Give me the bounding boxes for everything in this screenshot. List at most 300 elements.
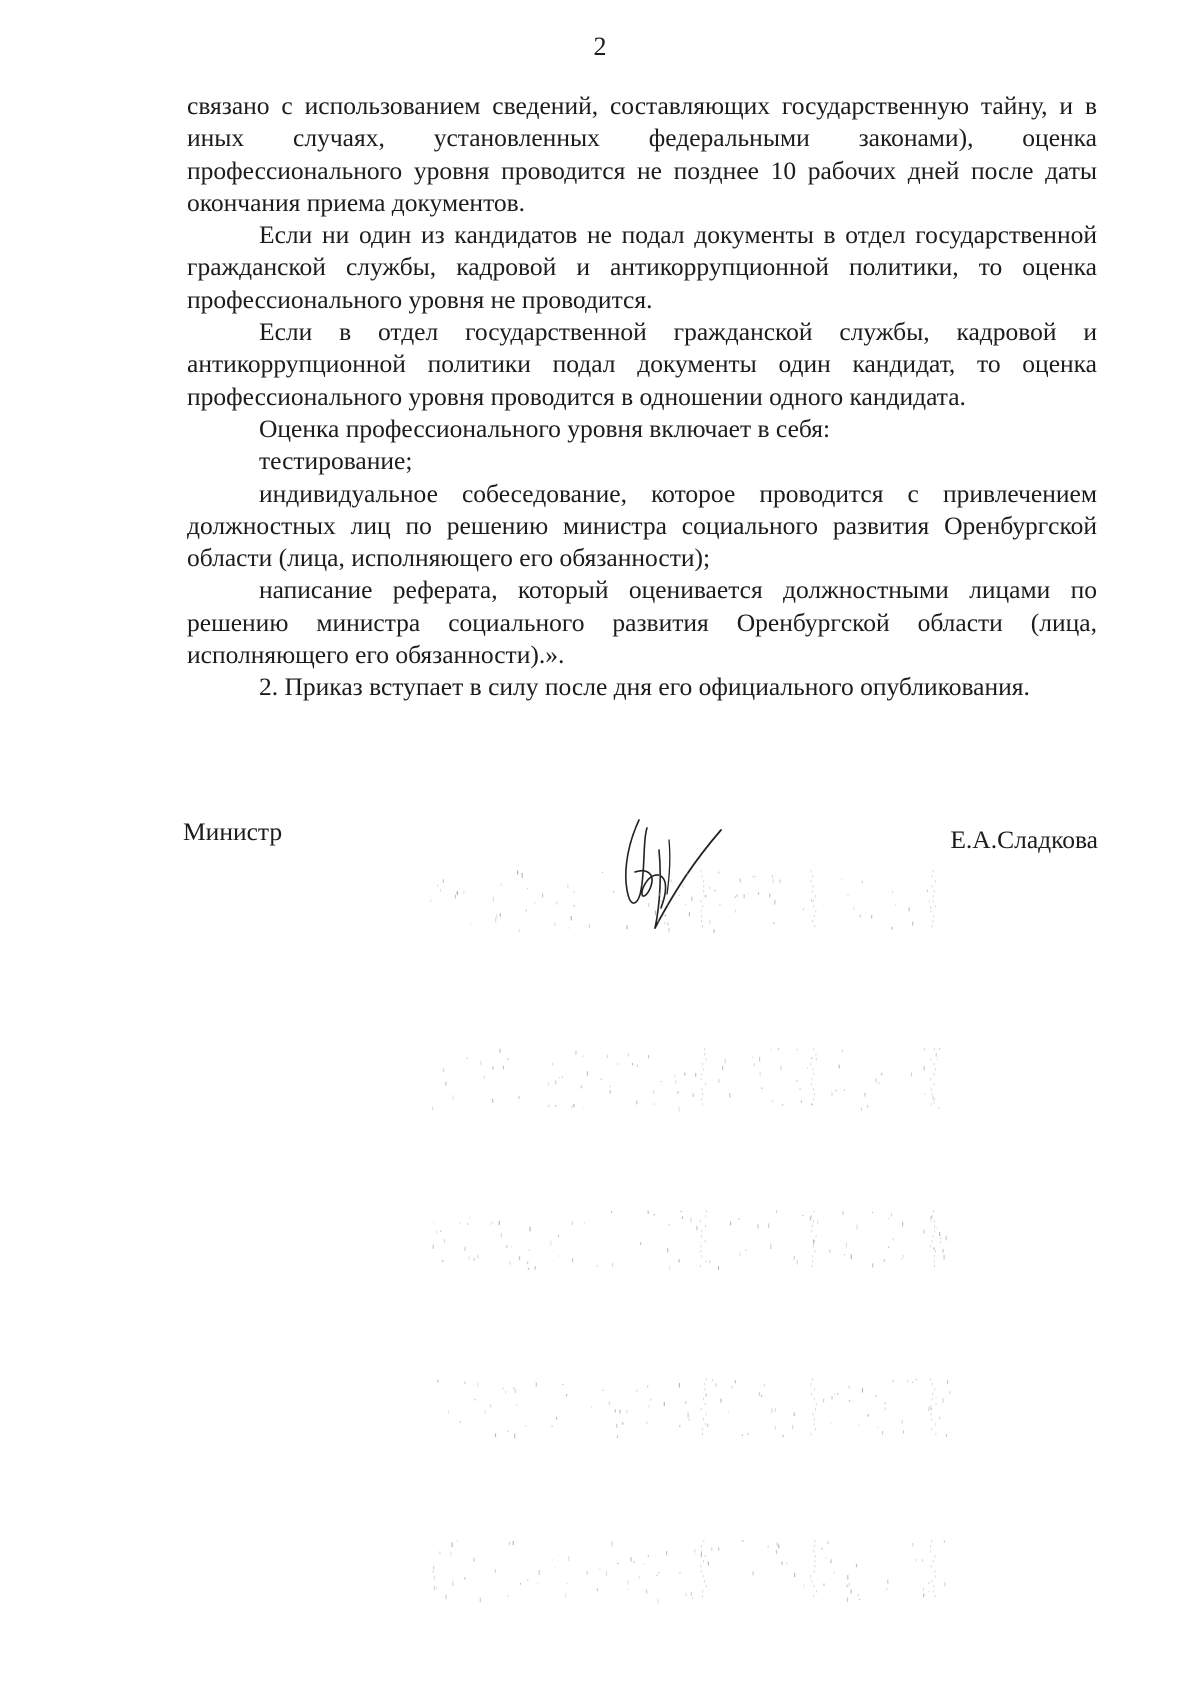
scan-speck	[796, 1049, 797, 1051]
scan-speck	[562, 1076, 563, 1077]
scan-speck	[792, 1425, 793, 1430]
scan-speck	[813, 1240, 814, 1245]
scan-speck	[682, 1216, 683, 1219]
scan-speck	[499, 1221, 500, 1225]
scan-speck	[933, 1102, 934, 1104]
scan-speck	[864, 1093, 865, 1097]
scan-speck	[650, 1399, 651, 1401]
scan-speck	[942, 1249, 943, 1253]
scan-speck	[931, 1216, 932, 1219]
scan-speck	[501, 1233, 502, 1237]
scan-streak	[933, 1235, 934, 1238]
scan-streak	[934, 1063, 935, 1066]
scan-speck	[612, 1263, 613, 1267]
scan-speck	[609, 1402, 610, 1405]
scan-speck	[572, 1258, 573, 1262]
scan-speck	[836, 1090, 837, 1092]
scan-speck	[445, 1082, 446, 1086]
scan-speck	[837, 1393, 838, 1395]
scan-speck	[537, 1583, 538, 1585]
paragraph-5: тестирование;	[259, 446, 413, 476]
scan-speck	[473, 1558, 474, 1562]
scan-speck	[615, 1409, 616, 1412]
scan-speck	[940, 1241, 941, 1244]
scan-streak	[701, 1255, 702, 1258]
scan-speck	[436, 1587, 437, 1589]
scan-speck	[851, 1590, 852, 1594]
scan-speck	[679, 1572, 680, 1574]
scan-streak	[705, 1083, 706, 1086]
scan-streak	[705, 1240, 706, 1243]
paragraph-4: Оценка профессионального уровня включает в себя:	[259, 413, 831, 443]
signer-position: Министр	[183, 817, 283, 846]
scan-speck	[831, 1092, 832, 1096]
scan-speck	[823, 1583, 824, 1586]
scan-speck	[778, 1545, 779, 1549]
scan-streak	[706, 1413, 707, 1416]
scan-speck	[620, 1410, 621, 1414]
scan-speck	[575, 1051, 576, 1055]
scan-speck	[742, 1540, 743, 1542]
scan-speck	[884, 1259, 885, 1262]
scan-speck	[817, 1220, 818, 1224]
scan-streak	[706, 1210, 707, 1213]
scan-speck	[858, 1425, 859, 1426]
scan-streak	[935, 1575, 936, 1578]
scan-speck	[729, 1093, 730, 1098]
scan-speck	[587, 1071, 588, 1076]
scan-speck	[443, 1069, 444, 1072]
scan-speck	[492, 1067, 493, 1070]
scan-speck	[453, 1095, 454, 1100]
scan-speck	[847, 1584, 848, 1587]
scan-streak	[811, 1103, 812, 1106]
scan-speck	[944, 1541, 945, 1543]
scan-speck	[915, 1559, 916, 1562]
scan-streak	[814, 1093, 815, 1096]
scan-speck	[690, 1218, 691, 1223]
scan-speck	[843, 1211, 844, 1215]
scan-streak	[814, 1585, 815, 1588]
scan-speck	[695, 1073, 696, 1077]
scan-speck	[514, 1434, 515, 1439]
scan-streak	[813, 1413, 814, 1416]
scan-speck	[550, 1241, 551, 1246]
scan-speck	[566, 1394, 567, 1396]
scan-speck	[495, 1569, 496, 1573]
scan-speck	[778, 1048, 779, 1050]
scan-speck	[759, 1392, 760, 1396]
scan-streak	[701, 1078, 702, 1081]
scan-speck	[616, 1424, 617, 1428]
scan-streak	[931, 1540, 932, 1543]
scan-speck	[681, 1211, 682, 1213]
scan-speck	[707, 1424, 708, 1428]
scan-streak	[702, 1433, 703, 1436]
scan-speck	[567, 1583, 568, 1584]
scan-speck	[617, 1563, 618, 1564]
scan-speck	[511, 1246, 512, 1247]
scan-streak	[934, 1098, 935, 1101]
scan-streak	[703, 1575, 704, 1578]
scan-speck	[797, 1260, 798, 1265]
paragraph-3: Если в отдел государственной гражданской службы, кадровой и антикоррупционной политики подал документы один кандидат, то оценка профессионального уровня проводится в одношении одного кандидата.	[187, 317, 1097, 411]
scan-speck	[448, 1410, 449, 1413]
scan-speck	[583, 1108, 584, 1109]
scan-speck	[793, 1259, 794, 1260]
scan-streak	[811, 1230, 812, 1233]
scan-speck	[432, 1107, 433, 1111]
scan-speck	[510, 1262, 511, 1265]
scan-speck	[803, 1585, 804, 1587]
scan-speck	[861, 1107, 862, 1111]
scan-speck	[888, 1247, 889, 1249]
scan-speck	[735, 1380, 736, 1383]
scan-speck	[626, 1410, 627, 1413]
scan-speck	[753, 1571, 754, 1575]
scan-speck	[520, 1583, 521, 1585]
scan-streak	[816, 1590, 817, 1593]
scan-speck	[830, 1559, 831, 1563]
scan-speck	[558, 1235, 559, 1237]
scan-speck	[775, 1426, 776, 1430]
scan-speck	[437, 1380, 438, 1383]
scan-speck	[503, 1066, 504, 1070]
scan-speck	[666, 1551, 667, 1555]
scan-speck	[617, 1063, 618, 1065]
scan-speck	[446, 1595, 447, 1600]
scan-speck	[646, 1422, 647, 1425]
scan-speck	[474, 1258, 475, 1260]
scan-speck	[667, 1248, 668, 1252]
scan-streak	[934, 1388, 935, 1391]
scan-speck	[565, 1593, 566, 1597]
paragraph-1: связано с использованием сведений, составляющих государственную тайну, и в иных случаях, установленных федеральными законами), оценка профессионального уровня проводится не позднее 10 рабочих дней после даты окончания приема документов.	[187, 91, 1097, 217]
scan-speck	[648, 1405, 649, 1408]
scan-speck	[679, 1259, 680, 1262]
scan-streak	[935, 1250, 936, 1253]
scan-speck	[902, 1222, 903, 1227]
scan-streak	[703, 1068, 704, 1071]
scan-speck	[937, 1059, 938, 1061]
page-number: 2	[593, 32, 607, 61]
scan-speck	[834, 1572, 835, 1574]
scan-speck	[433, 1245, 434, 1249]
scan-streak	[814, 1565, 815, 1568]
scan-streak	[931, 1565, 932, 1568]
scan-streak	[816, 1235, 817, 1238]
scan-streak	[705, 1225, 706, 1228]
scan-speck	[535, 1266, 536, 1269]
scan-speck	[848, 1583, 849, 1587]
scan-streak	[934, 1083, 935, 1086]
scan-speck	[684, 1073, 685, 1076]
scan-speck	[513, 1541, 514, 1545]
scan-speck	[877, 1426, 878, 1427]
scan-streak	[813, 1550, 814, 1553]
scan-speck	[480, 1598, 481, 1603]
scan-speck	[677, 1092, 678, 1094]
scan-streak	[934, 1225, 935, 1228]
scan-streak	[706, 1378, 707, 1381]
scan-speck	[715, 1383, 716, 1387]
scan-streak	[935, 1595, 936, 1598]
scan-speck	[794, 1256, 795, 1259]
scan-streak	[812, 1255, 813, 1258]
scan-speck	[640, 1242, 641, 1245]
scan-speck	[450, 1552, 451, 1556]
scan-speck	[875, 1078, 876, 1082]
scan-speck	[781, 1066, 782, 1070]
scan-streak	[816, 1058, 817, 1061]
scan-streak	[934, 1265, 935, 1268]
scan-speck	[480, 1061, 481, 1065]
scan-speck	[477, 1255, 478, 1259]
scan-streak	[930, 1245, 931, 1248]
scan-speck	[552, 1559, 553, 1561]
scan-speck	[475, 1399, 476, 1401]
scan-streak	[935, 1423, 936, 1426]
scan-streak	[932, 1240, 933, 1243]
scan-streak	[813, 1098, 814, 1101]
scan-speck	[559, 1077, 560, 1078]
scan-streak	[814, 1398, 815, 1401]
scan-speck	[893, 1380, 894, 1382]
scan-speck	[529, 1249, 530, 1251]
scan-speck	[776, 1550, 777, 1554]
scan-speck	[901, 1258, 902, 1259]
scan-streak	[932, 1383, 933, 1386]
scan-streak	[702, 1093, 703, 1096]
scan-streak	[705, 1403, 706, 1406]
scan-speck	[923, 1230, 924, 1234]
scan-speck	[439, 1551, 440, 1554]
scan-streak	[934, 1255, 935, 1258]
scan-speck	[658, 1572, 659, 1574]
scan-streak	[935, 1555, 936, 1558]
scan-streak	[931, 1580, 932, 1583]
scan-speck	[492, 1221, 493, 1223]
scan-speck	[636, 1101, 637, 1105]
scan-streak	[706, 1585, 707, 1588]
scan-speck	[768, 1545, 769, 1548]
scan-speck	[637, 1064, 638, 1067]
scan-speck	[718, 1079, 719, 1083]
scan-speck	[686, 1593, 687, 1596]
scan-streak	[815, 1408, 816, 1411]
scan-streak	[703, 1418, 704, 1421]
scan-streak	[931, 1103, 932, 1106]
handwritten-signature	[595, 810, 785, 940]
scan-speck	[761, 1087, 762, 1089]
scan-speck	[942, 1398, 943, 1403]
scan-streak	[701, 1545, 702, 1548]
scan-streak	[810, 1575, 811, 1578]
scan-speck	[637, 1065, 638, 1066]
scan-speck	[893, 1238, 894, 1241]
scan-speck	[936, 1398, 937, 1399]
scan-speck	[573, 1104, 574, 1108]
scan-speck	[708, 1561, 709, 1565]
scan-streak	[702, 1595, 703, 1598]
scan-speck	[868, 1414, 869, 1417]
scan-speck	[939, 1048, 940, 1049]
scan-speck	[627, 1589, 628, 1590]
scan-speck	[782, 1104, 783, 1106]
scan-speck	[872, 1212, 873, 1213]
scan-speck	[742, 1434, 743, 1436]
scan-speck	[849, 1400, 850, 1402]
scan-speck	[656, 1575, 657, 1576]
scan-speck	[760, 1072, 761, 1076]
scan-speck	[923, 1587, 924, 1590]
scan-speck	[872, 1263, 873, 1267]
scan-speck	[627, 1580, 628, 1584]
scan-streak	[815, 1555, 816, 1558]
scan-speck	[752, 1057, 753, 1058]
scan-speck	[916, 1378, 917, 1381]
scan-speck	[801, 1100, 802, 1102]
scan-speck	[695, 1555, 696, 1556]
scan-speck	[949, 1391, 950, 1394]
scan-speck	[934, 1219, 935, 1222]
scan-streak	[813, 1048, 814, 1051]
scan-speck	[639, 1576, 640, 1579]
scan-speck	[823, 1399, 824, 1403]
scan-streak	[930, 1550, 931, 1553]
scan-speck	[470, 1217, 471, 1219]
scan-speck	[467, 1058, 468, 1059]
scan-streak	[812, 1378, 813, 1381]
scan-speck	[529, 1227, 530, 1232]
scan-speck	[867, 1105, 868, 1108]
scan-speck	[477, 1383, 478, 1387]
scan-streak	[813, 1068, 814, 1071]
scan-speck	[924, 1048, 925, 1050]
scan-streak	[931, 1058, 932, 1061]
scan-streak	[705, 1388, 706, 1391]
scan-speck	[464, 1382, 465, 1385]
scan-streak	[702, 1103, 703, 1106]
scan-streak	[932, 1393, 933, 1396]
scan-streak	[700, 1245, 701, 1248]
scan-speck	[654, 1214, 655, 1215]
scan-speck	[669, 1224, 670, 1226]
scan-speck	[653, 1090, 654, 1094]
scan-speck	[548, 1082, 549, 1085]
scan-streak	[814, 1540, 815, 1543]
scan-speck	[648, 1055, 649, 1058]
scan-speck	[807, 1067, 808, 1068]
scan-speck	[772, 1100, 773, 1102]
scan-speck	[643, 1563, 644, 1565]
scan-streak	[814, 1210, 815, 1213]
scan-speck	[693, 1094, 694, 1097]
scan-streak	[814, 1240, 815, 1243]
scan-speck	[444, 1239, 445, 1243]
scan-speck	[720, 1399, 721, 1403]
scan-speck	[484, 1410, 485, 1415]
scan-speck	[596, 1265, 597, 1267]
scan-streak	[934, 1048, 935, 1051]
scan-speck	[730, 1222, 731, 1226]
scan-speck	[718, 1266, 719, 1270]
scan-speck	[465, 1247, 466, 1252]
scan-speck	[757, 1224, 758, 1228]
scan-speck	[856, 1564, 857, 1567]
scan-speck	[938, 1107, 939, 1109]
scan-speck	[770, 1244, 771, 1249]
scan-speck	[776, 1210, 777, 1213]
scan-streak	[706, 1058, 707, 1061]
scan-speck	[597, 1588, 598, 1591]
scan-speck	[728, 1412, 729, 1413]
scan-speck	[770, 1049, 771, 1050]
scan-speck	[827, 1542, 828, 1545]
scan-streak	[814, 1545, 815, 1548]
scan-speck	[786, 1563, 787, 1565]
scan-speck	[777, 1542, 778, 1546]
scan-speck	[829, 1250, 830, 1253]
scan-speck	[484, 1075, 485, 1079]
scan-streak	[814, 1388, 815, 1391]
scan-speck	[885, 1403, 886, 1405]
scan-speck	[634, 1561, 635, 1563]
signer-name: Е.А.Сладкова	[950, 825, 1098, 854]
scan-speck	[944, 1255, 945, 1260]
scan-speck	[739, 1218, 740, 1220]
scan-streak	[932, 1215, 933, 1218]
scan-streak	[930, 1078, 931, 1081]
scan-streak	[930, 1220, 931, 1223]
scan-speck	[648, 1555, 649, 1558]
scan-speck	[844, 1090, 845, 1091]
scan-speck	[469, 1256, 470, 1260]
scan-streak	[704, 1580, 705, 1583]
scan-speck	[679, 1383, 680, 1388]
scan-speck	[562, 1384, 563, 1385]
scan-streak	[931, 1418, 932, 1421]
scan-speck	[711, 1547, 712, 1551]
scan-speck	[492, 1099, 493, 1103]
scan-speck	[688, 1413, 689, 1418]
scan-speck	[709, 1261, 710, 1263]
scan-speck	[555, 1081, 556, 1085]
scan-speck	[930, 1405, 931, 1410]
scan-streak	[812, 1265, 813, 1268]
scan-speck	[939, 1232, 940, 1236]
scan-speck	[503, 1388, 504, 1390]
scan-streak	[704, 1053, 705, 1056]
scan-speck	[606, 1571, 607, 1576]
scan-streak	[813, 1220, 814, 1223]
scan-speck	[932, 1096, 933, 1101]
scan-speck	[858, 1594, 859, 1596]
scan-speck	[467, 1223, 468, 1225]
scan-speck	[599, 1568, 600, 1570]
scan-speck	[490, 1404, 491, 1407]
scan-speck	[929, 1591, 930, 1593]
scan-speck	[679, 1107, 680, 1112]
scan-speck	[929, 1582, 930, 1584]
scan-speck	[664, 1402, 665, 1406]
scan-speck	[490, 1223, 491, 1225]
scan-streak	[701, 1235, 702, 1238]
scan-speck	[940, 1238, 941, 1239]
scan-speck	[907, 1380, 908, 1382]
scan-speck	[812, 1104, 813, 1105]
scan-speck	[888, 1218, 889, 1219]
